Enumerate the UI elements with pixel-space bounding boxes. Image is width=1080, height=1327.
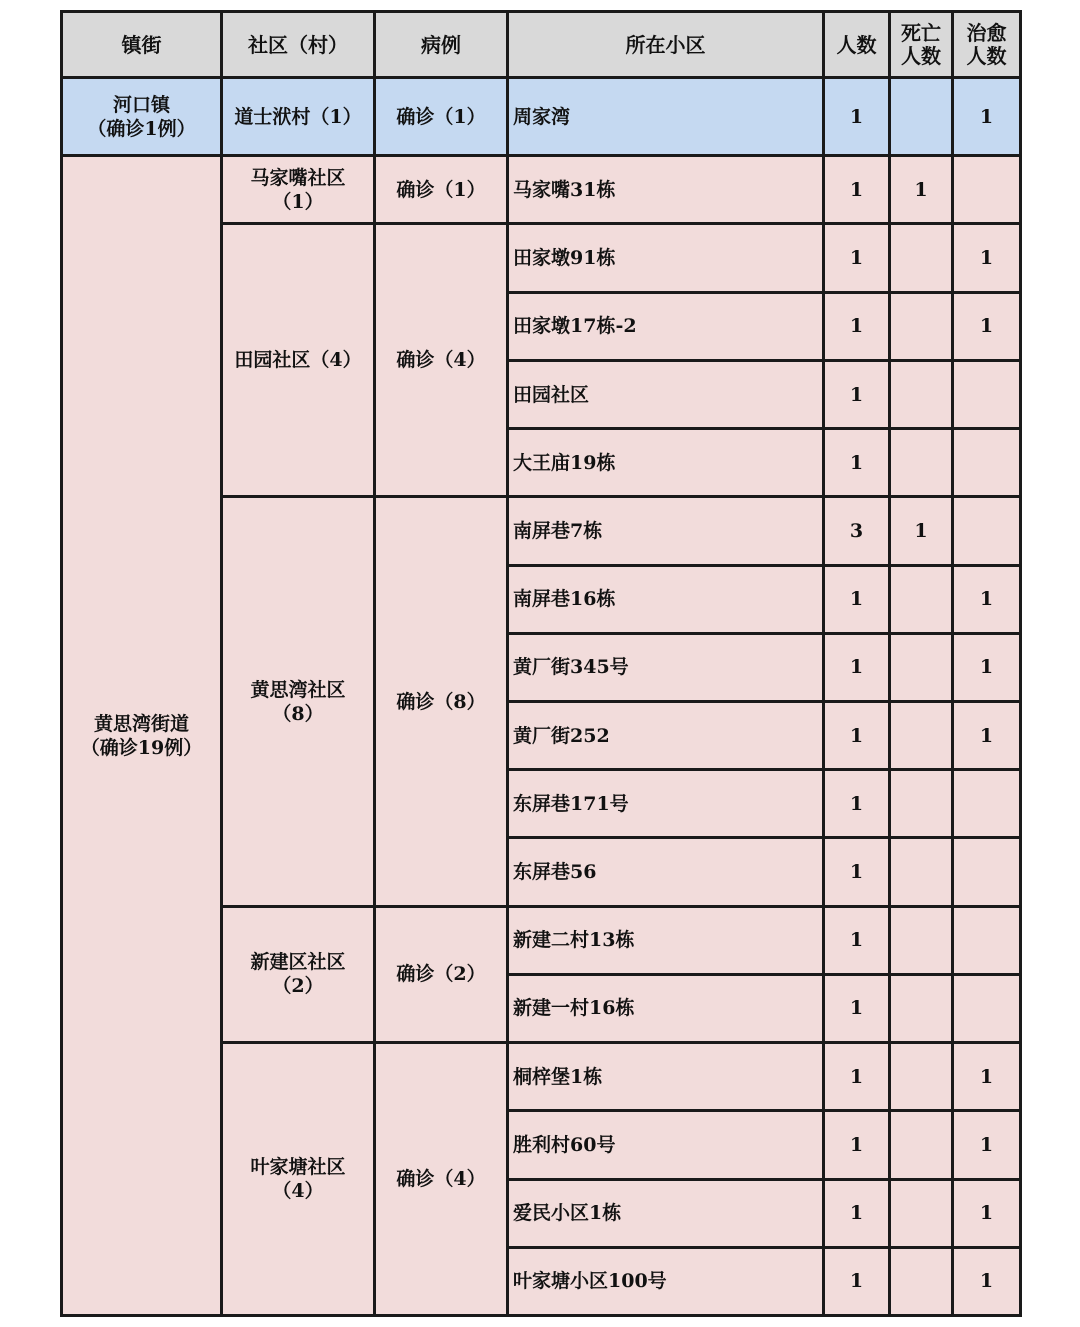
count-cell: 1 xyxy=(824,156,890,224)
location-cell: 东屏巷171号 xyxy=(508,770,824,838)
deaths-cell xyxy=(890,1111,953,1179)
count-cell: 1 xyxy=(824,78,890,156)
cases-cell: 确诊（1） xyxy=(375,156,508,224)
community-cell xyxy=(222,906,375,1042)
header-count: 人数 xyxy=(824,12,890,78)
location-cell: 东屏巷56 xyxy=(508,838,824,906)
count-cell: 1 xyxy=(824,974,890,1042)
count-cell: 1 xyxy=(824,770,890,838)
header-row xyxy=(62,12,1021,78)
count-cell: 1 xyxy=(824,838,890,906)
town-summary: （确诊19例） xyxy=(80,736,203,759)
recovered-cell: 1 xyxy=(953,292,1021,360)
deaths-cell xyxy=(890,360,953,428)
count-cell: 1 xyxy=(824,224,890,292)
deaths-cell xyxy=(890,770,953,838)
recovered-cell xyxy=(953,429,1021,497)
town-name: 黄思湾街道 xyxy=(93,712,189,735)
recovered-cell: 1 xyxy=(953,1179,1021,1247)
town-cell-hekou xyxy=(62,78,222,156)
community-count: （8） xyxy=(272,702,324,725)
community-cell: 田园社区（4） xyxy=(222,224,375,497)
deaths-cell xyxy=(890,565,953,633)
recovered-cell: 1 xyxy=(953,633,1021,701)
recovered-cell xyxy=(953,906,1021,974)
header-recovered-line1: 治愈 xyxy=(966,20,1007,45)
location-cell: 黄厂街345号 xyxy=(508,633,824,701)
community-count: （1） xyxy=(272,190,324,213)
count-cell: 1 xyxy=(824,906,890,974)
header-deaths-line1: 死亡 xyxy=(901,20,941,45)
count-cell: 1 xyxy=(824,1111,890,1179)
case-table xyxy=(60,10,1022,1317)
location-cell: 南屏巷7栋 xyxy=(508,497,824,565)
recovered-cell xyxy=(953,770,1021,838)
community-name: 马家嘴社区 xyxy=(250,166,346,189)
cases-cell: 确诊（4） xyxy=(375,224,508,497)
community-count: （2） xyxy=(272,975,324,998)
location-cell: 新建二村13栋 xyxy=(508,906,824,974)
recovered-cell: 1 xyxy=(953,1043,1021,1111)
deaths-cell xyxy=(890,1179,953,1247)
deaths-cell xyxy=(890,429,953,497)
cases-cell: 确诊（4） xyxy=(375,1043,508,1316)
location-cell: 新建一村16栋 xyxy=(508,974,824,1042)
deaths-cell xyxy=(890,906,953,974)
deaths-cell: 1 xyxy=(890,156,953,224)
recovered-cell: 1 xyxy=(953,1111,1021,1179)
location-cell: 马家嘴31栋 xyxy=(508,156,824,224)
deaths-cell xyxy=(890,838,953,906)
deaths-cell: 1 xyxy=(890,497,953,565)
location-cell: 爱民小区1栋 xyxy=(508,1179,824,1247)
table-row xyxy=(62,156,1021,224)
location-cell: 黄厂街252 xyxy=(508,702,824,770)
location-cell: 胜利村60号 xyxy=(508,1111,824,1179)
recovered-cell xyxy=(953,838,1021,906)
location-cell: 南屏巷16栋 xyxy=(508,565,824,633)
deaths-cell xyxy=(890,1247,953,1315)
count-cell: 1 xyxy=(824,1043,890,1111)
recovered-cell xyxy=(953,974,1021,1042)
recovered-cell: 1 xyxy=(953,78,1021,156)
deaths-cell xyxy=(890,224,953,292)
community-count: （4） xyxy=(272,1180,324,1203)
header-location: 所在小区 xyxy=(508,12,824,78)
header-deaths xyxy=(890,12,953,78)
header-town: 镇街 xyxy=(62,12,222,78)
location-cell: 大王庙19栋 xyxy=(508,429,824,497)
community-cell: 道士洑村（1） xyxy=(222,78,375,156)
deaths-cell xyxy=(890,292,953,360)
count-cell: 1 xyxy=(824,565,890,633)
recovered-cell: 1 xyxy=(953,224,1021,292)
cases-cell: 确诊（1） xyxy=(375,78,508,156)
location-cell: 周家湾 xyxy=(508,78,824,156)
count-cell: 1 xyxy=(824,702,890,770)
recovered-cell: 1 xyxy=(953,1247,1021,1315)
deaths-cell xyxy=(890,1043,953,1111)
count-cell: 1 xyxy=(824,360,890,428)
town-summary: （确诊1例） xyxy=(87,117,196,140)
recovered-cell xyxy=(953,360,1021,428)
deaths-cell xyxy=(890,633,953,701)
recovered-cell xyxy=(953,497,1021,565)
cases-cell: 确诊（2） xyxy=(375,906,508,1042)
header-recovered-line2: 人数 xyxy=(966,43,1007,68)
deaths-cell xyxy=(890,974,953,1042)
town-name: 河口镇 xyxy=(112,93,170,116)
count-cell: 1 xyxy=(824,1247,890,1315)
town-cell-huangsiwan xyxy=(62,156,222,1316)
community-cell xyxy=(222,1043,375,1316)
location-cell: 田家墩17栋-2 xyxy=(508,292,824,360)
header-recovered xyxy=(953,12,1021,78)
count-cell: 3 xyxy=(824,497,890,565)
deaths-cell xyxy=(890,78,953,156)
count-cell: 1 xyxy=(824,429,890,497)
location-cell: 叶家塘小区100号 xyxy=(508,1247,824,1315)
deaths-cell xyxy=(890,702,953,770)
community-cell xyxy=(222,156,375,224)
community-cell xyxy=(222,497,375,906)
community-name: 叶家塘社区 xyxy=(250,1156,346,1179)
recovered-cell: 1 xyxy=(953,565,1021,633)
table-row xyxy=(62,78,1021,156)
location-cell: 田家墩91栋 xyxy=(508,224,824,292)
count-cell: 1 xyxy=(824,633,890,701)
recovered-cell xyxy=(953,156,1021,224)
community-name: 黄思湾社区 xyxy=(250,678,346,701)
header-cases: 病例 xyxy=(375,12,508,78)
count-cell: 1 xyxy=(824,1179,890,1247)
header-deaths-line2: 人数 xyxy=(901,43,941,68)
community-name: 新建区社区 xyxy=(250,951,346,974)
location-cell: 桐梓堡1栋 xyxy=(508,1043,824,1111)
cases-cell: 确诊（8） xyxy=(375,497,508,906)
header-community: 社区（村） xyxy=(222,12,375,78)
recovered-cell: 1 xyxy=(953,702,1021,770)
location-cell: 田园社区 xyxy=(508,360,824,428)
count-cell: 1 xyxy=(824,292,890,360)
